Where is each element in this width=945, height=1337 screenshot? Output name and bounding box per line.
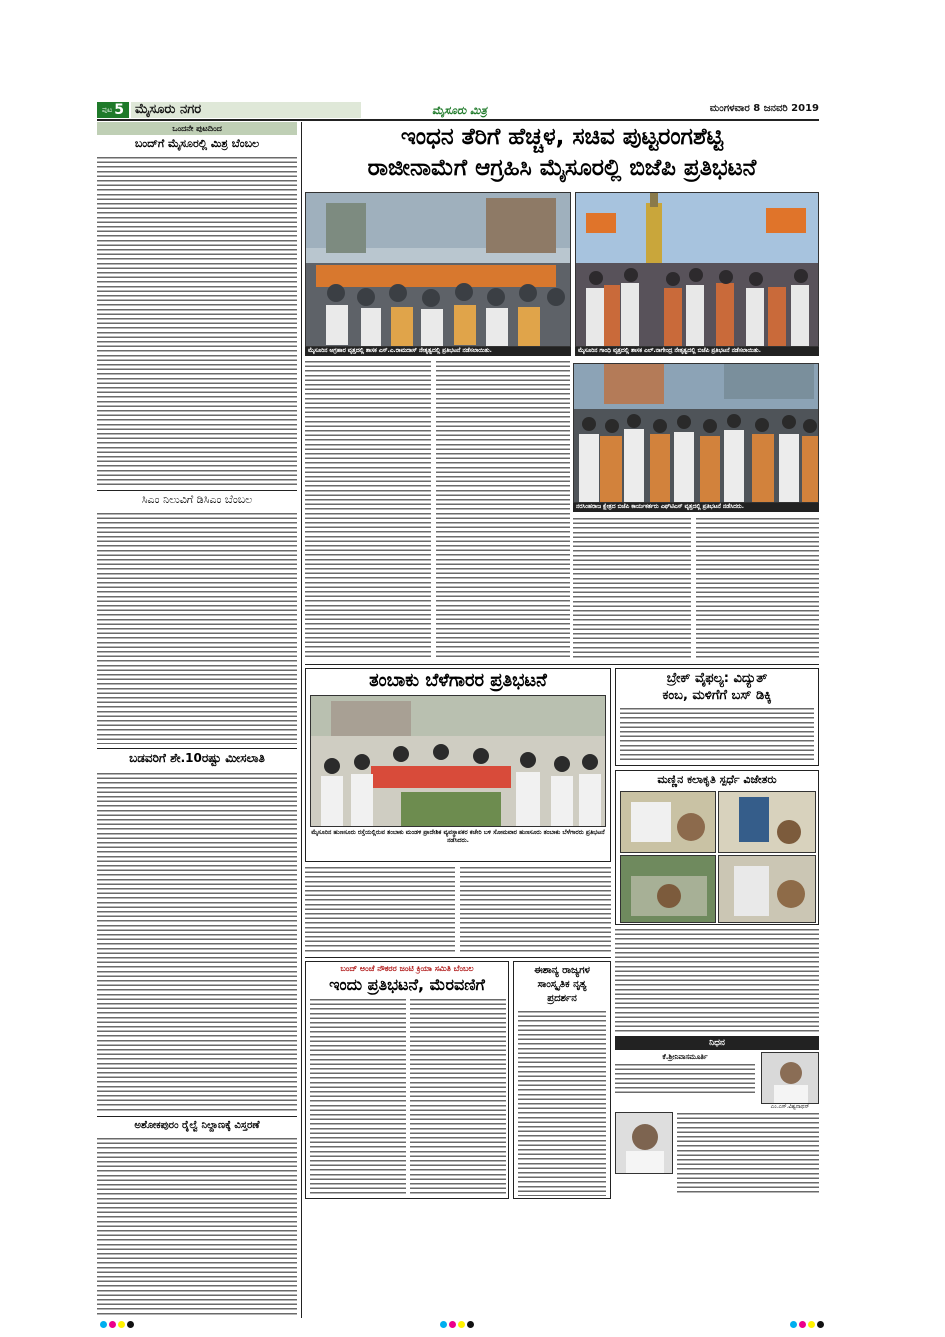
- photo-caption: ಮೈಸೂರಿನ ಗಾಂಧಿ ವೃತ್ತದಲ್ಲಿ ಶಾಸಕ ಎಲ್.ನಾಗೇಂದ್ರ ನೇತೃತ್ವದಲ್ಲಿ ಬಿಜೆಪಿ ಪ್ರತಿಭಟನೆ ನಡೆಸಲಾಯಿತು.: [575, 347, 819, 356]
- story-heading-railway: ಅಶೋಕಪುರಂ ರೈಲ್ವೆ ನಿಲ್ದಾಣಕ್ಕೆ ವಿಸ್ತರಣೆ: [134, 1120, 260, 1131]
- story-body-bandh: [97, 156, 297, 486]
- tobacco-photo-caption: ಮೈಸೂರಿನ ಹುಣಸೂರು ರಸ್ತೆಯಲ್ಲಿರುವ ತಂಬಾಕು ಮಂಡಳಿ ಪ್ರಾದೇಶಿಕ ವ್ಯವಸ್ಥಾಪಕರ ಕಚೇರಿ ಬಳಿ ಸೋಮವಾರ ಹುಣಸೂರು ತಂಬಾಕು ಬೆಳೆಗಾರರು ಪ್ರತಿಭಟನೆ ನಡೆಸಿದರು.: [311, 829, 605, 844]
- bus-accident-body: [620, 707, 814, 763]
- registration-marks: [100, 1321, 134, 1328]
- photo-icon: [719, 856, 816, 923]
- left-column: [97, 122, 297, 1318]
- story-heading-cm: ಸಿಎಂ ನಿಲುವಿಗೆ ಡಿಸಿಎಂ ಬೆಂಬಲ: [141, 493, 253, 506]
- obituary-body: [615, 1063, 755, 1093]
- masthead: ಮೈಸೂರು ಮಿತ್ರ: [432, 104, 487, 117]
- obituary-portrait: [615, 1112, 673, 1174]
- story-heading-reservation: ಬಡವರಿಗೆ ಶೇ.10ರಷ್ಟು ಮೀಸಲಾತಿ: [129, 751, 265, 765]
- page-header: [97, 102, 819, 119]
- bandh-body-col2: [410, 998, 506, 1196]
- story-body-railway: [97, 1137, 297, 1317]
- obituary-name: ಕೆ.ಶ್ರೀನಿವಾಸಮೂರ್ತಿ: [662, 1053, 708, 1061]
- photo-caption: ಮೈಸೂರಿನ ಅಗ್ರಹಾರ ವೃತ್ತದಲ್ಲಿ ಶಾಸಕ ಎಸ್.ಎ.ರಾಮದಾಸ್ ನೇತೃತ್ವದಲ್ಲಿ ಪ್ರತಿಭಟನೆ ನಡೆಸಲಾಯಿತು.: [305, 347, 571, 356]
- registration-marks: [790, 1321, 824, 1328]
- crowd-photo-icon: [576, 193, 819, 347]
- crowd-photo-icon: [574, 364, 819, 503]
- photo-icon: [621, 856, 716, 923]
- northeast-headline-line2: ಸಾಂಸ್ಕೃತಿಕ ನೃತ್ಯ: [537, 979, 587, 990]
- bandh-body-col1: [310, 998, 406, 1196]
- obituary-name: ಎಂ.ಎಸ್.ವಿಶ್ವನಾಥನ್: [770, 1104, 810, 1110]
- bandh-headline: ಇಂದು ಪ್ರತಿಭಟನೆ, ಮೆರವಣಿಗೆ: [329, 975, 485, 994]
- bus-accident-headline-line2: ಕಂಬ, ಮಳಿಗೆಗೆ ಬಸ್ ಡಿಕ್ಕಿ: [662, 688, 772, 703]
- page-number-badge: [97, 102, 129, 118]
- clay-art-photo-3: [620, 855, 716, 923]
- story-body-cm: [97, 512, 297, 744]
- obituary-body: [677, 1112, 819, 1196]
- main-story-col1: [305, 360, 431, 660]
- protest-photo-nr-constituency: [573, 363, 819, 503]
- main-headline-line1: ಇಂಧನ ತೆರಿಗೆ ಹೆಚ್ಚಳ, ಸಚಿವ ಪುಟ್ಟರಂಗಶೆಟ್ಟಿ: [400, 124, 724, 150]
- issue-date: ಮಂಗಳವಾರ 8 ಜನವರಿ 2019: [709, 103, 819, 114]
- main-story-col4: [696, 517, 819, 660]
- story-body-reservation: [97, 772, 297, 1112]
- section-title: ಮೈಸೂರು ನಗರ: [131, 102, 361, 118]
- northeast-dance-box: [513, 961, 611, 1199]
- main-headline: [305, 122, 819, 190]
- divider: [305, 664, 819, 665]
- protest-photo-agrahara: [305, 192, 571, 347]
- clay-art-body: [615, 928, 819, 1032]
- main-headline-line2: ರಾಜೀನಾಮೆಗೆ ಆಗ್ರಹಿಸಿ ಮೈಸೂರಲ್ಲಿ ಬಿಜೆಪಿ ಪ್ರತಿಭಟನೆ: [367, 155, 757, 181]
- bus-accident-headline-line1: ಬ್ರೇಕ್ ವೈಫಲ್ಯ: ವಿದ್ಯುತ್: [666, 671, 768, 686]
- tobacco-story-col2: [460, 866, 611, 954]
- clay-art-photo-2: [718, 791, 816, 853]
- obituary-portrait: [761, 1052, 819, 1104]
- protest-photo-gandhi-circle: [575, 192, 819, 347]
- divider: [97, 748, 297, 749]
- column-rule: [301, 122, 302, 1318]
- bandh-kicker: ಬಂದ್ ಅಂಚೆ ನೌಕರರ ಜಂಟಿ ಕ್ರಿಯಾ ಸಮಿತಿ ಬೆಂಬಲ: [340, 964, 474, 973]
- tobacco-headline: ತಂಬಾಕು ಬೆಳೆಗಾರರ ಪ್ರತಿಭಟನೆ: [369, 670, 547, 691]
- continued-banner: ಒಂದನೇ ಪುಟದಿಂದ: [97, 122, 297, 135]
- divider: [305, 957, 611, 958]
- registration-marks: [440, 1321, 474, 1328]
- portrait-icon: [762, 1053, 819, 1104]
- tobacco-story-col1: [305, 866, 455, 954]
- tobacco-protest-photo: [310, 695, 606, 827]
- divider: [97, 490, 297, 491]
- tobacco-story-box: [305, 668, 611, 862]
- portrait-icon: [616, 1113, 673, 1174]
- northeast-headline-line3: ಪ್ರದರ್ಶನ: [547, 993, 577, 1004]
- photo-icon: [719, 792, 816, 853]
- main-story-col2: [436, 360, 570, 660]
- photo-icon: [621, 792, 716, 853]
- clay-art-photo-4: [718, 855, 816, 923]
- header-rule: [97, 119, 819, 121]
- crowd-photo-icon: [306, 193, 571, 347]
- clay-art-box: [615, 770, 819, 925]
- clay-art-photo-1: [620, 791, 716, 853]
- northeast-body: [518, 1010, 606, 1196]
- obituary-heading: ನಿಧನ: [615, 1036, 819, 1050]
- page-number: 5: [114, 102, 125, 118]
- main-story-col3: [573, 517, 691, 660]
- bandh-protest-box: [305, 961, 509, 1199]
- northeast-headline-line1: ಈಶಾನ್ಯ ರಾಜ್ಯಗಳ: [534, 965, 590, 976]
- clay-art-headline: ಮಣ್ಣಿನ ಕಲಾಕೃತಿ ಸ್ಪರ್ಧೆ ವಿಜೇತರು: [657, 773, 777, 786]
- divider: [97, 1116, 297, 1117]
- photo-caption: ನರಸಿಂಹರಾಜ ಕ್ಷೇತ್ರದ ಬಿಜೆಪಿ ಕಾರ್ಯಕರ್ತರು ಎಫ್‌ಟಿಎಸ್ ವೃತ್ತದಲ್ಲಿ ಪ್ರತಿಭಟನೆ ನಡೆಸಿದರು.: [573, 503, 819, 512]
- obituary-section: [615, 1036, 819, 1199]
- page-number-label: ಪುಟ: [101, 105, 113, 114]
- story-heading-bandh: ಬಂದ್‌ಗೆ ಮೈಸೂರಲ್ಲಿ ಮಿಶ್ರ ಬೆಂಬಲ: [134, 137, 260, 150]
- bus-accident-box: [615, 668, 819, 766]
- crowd-photo-icon: [311, 696, 606, 827]
